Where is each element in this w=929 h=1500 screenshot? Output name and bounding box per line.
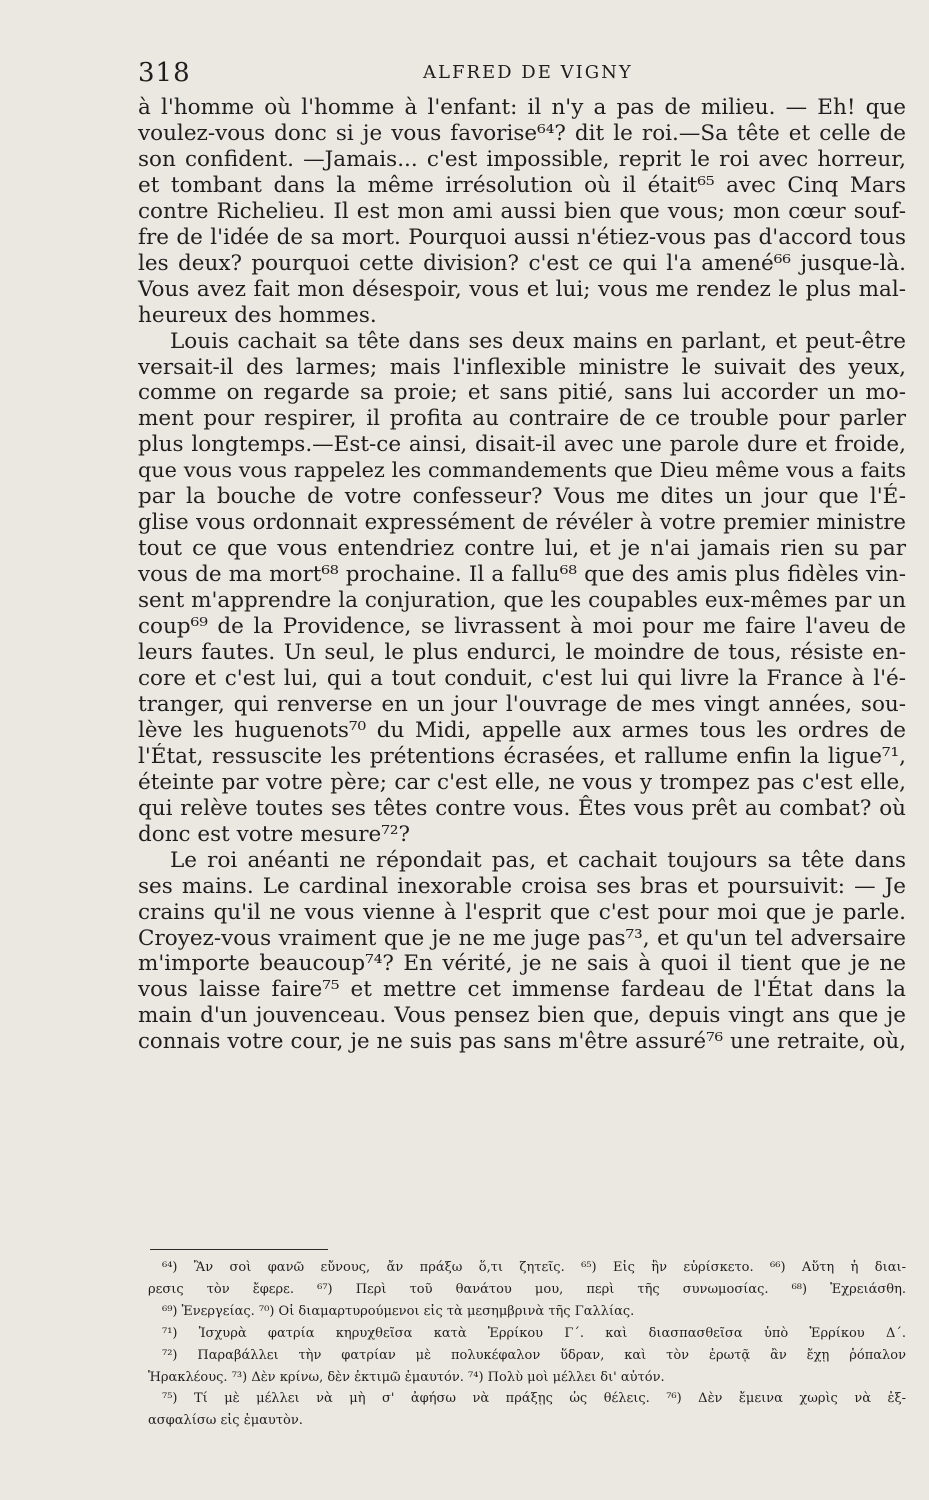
text-line: que vous vous rappelez les commandements que Dieu même vous a faits (138, 458, 906, 483)
text-line: vous de ma mort⁶⁸ prochaine. Il a fallu⁶⁸ que des amis plus fidèles vin- (138, 562, 906, 588)
text-line: sent m'apprendre la conjuration, que les coupables eux-mêmes par un (138, 588, 906, 614)
running-head: ALFRED DE VIGNY (423, 62, 633, 83)
page-header (138, 54, 908, 88)
text-line: tranger, qui renverse en un jour l'ouvrage de mes vingt années, sou- (138, 691, 906, 717)
text-line: contre Richelieu. Il est mon ami aussi bien que vous; mon cœur souf- (138, 198, 906, 224)
footnote-line: ρεσις τὸν ἔφερε. ⁶⁷) Περὶ τοῦ θανάτου μου, περὶ τῆς συνωμοσίας. ⁶⁸) Ἐχρειάσθη. (148, 1281, 906, 1297)
text-line: glise vous ordonnait expressément de révéler à votre premier ministre (138, 510, 906, 536)
text-line: ses mains. Le cardinal inexorable croisa ses bras et poursuivit: — Je (138, 873, 906, 899)
text-line: l'État, ressuscite les prétentions écrasées, et rallume enfin la ligue⁷¹, (138, 743, 906, 769)
page-number: 318 (138, 58, 191, 88)
text-line: versait-il des larmes; mais l'inflexible ministre le suivait des yeux, (138, 354, 906, 380)
footnote-line: ⁷⁵) Τί μὲ μέλλει νὰ μὴ σ' ἀφήσω νὰ πράξῃς ὡς θέλεις. ⁷⁶) Δὲν ἔμεινα χωρὶς νὰ ἐξ- (162, 1391, 906, 1407)
text-line: Croyez-vous vraiment que je ne me juge pas⁷³, et qu'un tel adversaire (138, 925, 906, 951)
text-line: leurs fautes. Un seul, le plus endurci, le moindre de tous, résiste en- (138, 640, 906, 666)
text-line: tout ce que vous entendriez contre lui, et je n'ai jamais rien su par (138, 536, 906, 562)
text-line: Vous avez fait mon désespoir, vous et lui; vous me rendez le plus mal- (138, 276, 906, 302)
text-line: lève les huguenots⁷⁰ du Midi, appelle aux armes tous les ordres de (138, 717, 906, 743)
text-line: plus longtemps.—Est-ce ainsi, disait-il avec une parole dure et froide, (138, 432, 906, 458)
text-line: éteinte par votre père; car c'est elle, ne vous y trompez pas c'est elle, (138, 769, 906, 795)
footnotes (148, 1257, 906, 1432)
text-line: m'importe beaucoup⁷⁴? En vérité, je ne sais à quoi il tient que je ne (138, 951, 906, 977)
text-line: donc est votre mesure⁷²? (138, 821, 410, 847)
text-line: à l'homme où l'homme à l'enfant: il n'y a pas de milieu. — Eh! que (138, 95, 906, 120)
text-line: et tombant dans la même irrésolution où il était⁶⁵ avec Cinq Mars (138, 172, 906, 198)
body-text (138, 95, 906, 1055)
text-line: ment pour respirer, il profita au contraire de ce trouble pour parler (138, 406, 906, 432)
footnote-line: ⁶⁹) Ἐνεργείας. ⁷⁰) Οἱ διαμαρτυρούμενοι εἰς τὰ μεσημβρινὰ τῆς Γαλλίας. (162, 1303, 635, 1319)
text-line: voulez-vous donc si je vous favorise⁶⁴? dit le roi.—Sa tête et celle de (138, 120, 906, 146)
text-line: core et c'est lui, qui a tout conduit, c'est lui qui livre la France à l'é- (138, 665, 906, 691)
text-line: comme on regarde sa proie; et sans pitié, sans lui accorder un mo- (138, 380, 906, 406)
footnote-line: ⁶⁴) Ἂν σοὶ φανῶ εὔνους, ἄν πράξω ὅ,τι ζητεῖς. ⁶⁵) Εἰς ἣν εὑρίσκετο. ⁶⁶) Αὕτη ἡ διαι- (162, 1260, 906, 1275)
text-line: vous laisse faire⁷⁵ et mettre cet immense fardeau de l'État dans la (138, 977, 906, 1003)
text-line: main d'un jouvenceau. Vous pensez bien que, depuis vingt ans que je (138, 1003, 906, 1029)
text-line: coup⁶⁹ de la Providence, se livrassent à moi pour me faire l'aveu de (138, 614, 906, 640)
text-line: par la bouche de votre confesseur? Vous me dites un jour que l'É- (138, 484, 906, 510)
text-line: fre de l'idée de sa mort. Pourquoi aussi n'étiez-vous pas d'accord tous (138, 224, 906, 250)
text-line: qui relève toutes ses têtes contre vous. Êtes vous prêt au combat? où (138, 795, 906, 821)
text-line: heureux des hommes. (138, 302, 377, 328)
text-line: son confident. —Jamais... c'est impossible, reprit le roi avec horreur, (138, 146, 906, 172)
text-line: crains qu'il ne vous vienne à l'esprit que c'est pour moi que je parle. (138, 899, 906, 925)
footnote-divider (150, 1249, 328, 1250)
footnote-line: ασφαλίσω εἰς ἐμαυτὸν. (148, 1413, 303, 1429)
text-line: les deux? pourquoi cette division? c'est ce qui l'a amené⁶⁶ jusque-là. (138, 250, 906, 276)
paragraph-start: Le roi anéanti ne répondait pas, et cachait toujours sa tête dans (170, 847, 906, 873)
footnote-line: ⁷¹) Ἰσχυρὰ φατρία κηρυχθεῖσα κατὰ Ἑρρίκου Γ΄. καὶ διασπασθεῖσα ὑπὸ Ἑρρίκου Δ΄. (162, 1325, 906, 1341)
text-line: connais votre cour, je ne suis pas sans m'être assuré⁷⁶ une retraite, où, (138, 1029, 906, 1055)
paragraph-start: Louis cachait sa tête dans ses deux mains en parlant, et peut-être (170, 328, 906, 354)
footnote-line: ⁷²) Παραβάλλει τὴν φατρίαν μὲ πολυκέφαλον ὕδραν, καὶ τὸν ἐρωτᾷ ἂν ἔχῃ ῥόπαλον (162, 1347, 906, 1363)
footnote-line: Ἡρακλέους. ⁷³) Δὲν κρίνω, δὲν ἐκτιμῶ ἐμαυτόν. ⁷⁴) Πολὺ μοὶ μέλλει δι' αὐτόν. (148, 1369, 665, 1385)
